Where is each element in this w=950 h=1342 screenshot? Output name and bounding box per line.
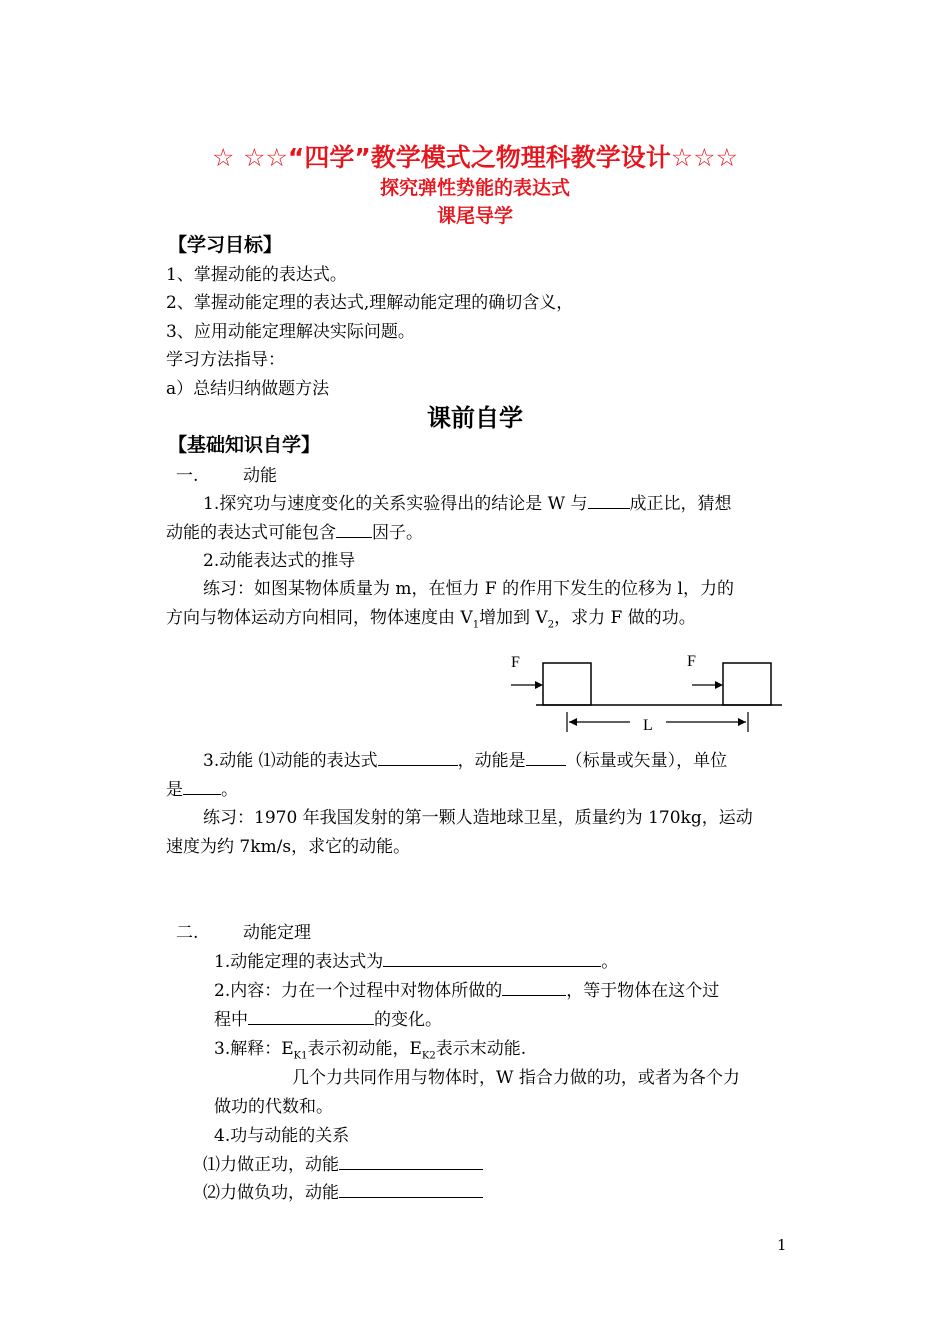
part2-q4-item1	[203, 1150, 483, 1175]
distance-arrowhead-left	[569, 718, 577, 726]
part2-q3-line1	[214, 1034, 526, 1061]
q3-text: 3.动能 ⑴动能的表达式	[203, 751, 378, 771]
method-label: 学习方法指导：	[166, 350, 285, 370]
part2-q3-line3: 做功的代数和。	[214, 1097, 333, 1117]
q-text: ⑵力做负功，动能	[203, 1183, 339, 1203]
answer-blank[interactable]	[378, 749, 458, 766]
q-text: 。	[601, 952, 619, 972]
q-text: 的变化。	[374, 1010, 442, 1030]
exercise2-line1: 练习：1970 年我国发射的第一颗人造地球卫星，质量约为 170kg，运动	[203, 808, 753, 828]
force-label-right: F	[687, 653, 696, 670]
part2-q2-line1	[214, 976, 719, 1001]
exercise2-line2: 速度为约 7km/s，求它的动能。	[166, 837, 411, 857]
answer-blank[interactable]	[383, 950, 601, 967]
exercise1-line2	[166, 603, 696, 630]
answer-blank[interactable]	[248, 1008, 374, 1025]
force-label-left: F	[511, 654, 520, 671]
q1-text-b: 成正比，猜想	[629, 494, 732, 514]
q3-text: 是	[166, 780, 183, 800]
q1-text-c: 动能的表达式可能包含	[166, 523, 336, 543]
distance-arrowhead-right	[738, 718, 746, 726]
q-text: 2.内容：力在一个过程中对物体所做的	[214, 981, 503, 1001]
q-text: 3.解释：E	[214, 1039, 294, 1059]
part2-q3-line2: 几个力共同作用与物体时，W 指合力做的功，或者为各个力	[292, 1068, 740, 1088]
page-number: 1	[777, 1236, 787, 1254]
part1-q1-line2	[166, 518, 423, 543]
q-text: 表示初动能，E	[307, 1039, 422, 1059]
q-text: ，等于物体在这个过	[566, 981, 720, 1001]
subscript: K1	[293, 1050, 308, 1062]
ex1-text: ，求力 F 做的功。	[554, 608, 696, 628]
q-text: ⑴力做正功，动能	[203, 1155, 339, 1175]
document-subtitle-2: 课尾导学	[436, 205, 513, 227]
answer-blank[interactable]	[526, 749, 566, 766]
block-right	[723, 663, 771, 705]
document-title: ☆ ☆☆“四学”教学模式之物理科教学设计☆☆☆	[211, 143, 739, 172]
part2-q2-line2	[214, 1005, 442, 1030]
answer-blank[interactable]	[339, 1153, 483, 1170]
document-subtitle: 探究弹性势能的表达式	[379, 177, 570, 199]
force-arrowhead-left	[535, 681, 543, 689]
answer-blank[interactable]	[336, 521, 372, 538]
part1-q2: 2.动能表达式的推导	[203, 551, 356, 571]
q3-text: （标量或矢量），单位	[565, 751, 728, 771]
basic-knowledge-heading: 【基础知识自学】	[168, 434, 321, 456]
part2-title: 动能定理	[243, 923, 311, 943]
part2-q4: 4.功与动能的关系	[214, 1126, 350, 1146]
q-text: 程中	[214, 1010, 248, 1030]
part1-title: 动能	[243, 466, 277, 486]
exercise1-line1: 练习：如图某物体质量为 m，在恒力 F 的作用下发生的位移为 l，力的	[203, 579, 734, 599]
block-left	[543, 663, 591, 705]
part1-q1-line1	[203, 489, 732, 514]
distance-label: L	[643, 717, 653, 734]
goal-item: 3、应用动能定理解决实际问题。	[166, 322, 415, 342]
ex1-text: 方向与物体运动方向相同，物体速度由 V	[166, 608, 473, 628]
goals-heading: 【学习目标】	[168, 234, 283, 256]
part2-q1	[214, 947, 618, 972]
q-text: 1.动能定理的表达式为	[214, 952, 384, 972]
part1-q3-line1	[203, 746, 727, 771]
q1-text-d: 因子。	[372, 523, 423, 543]
subscript: K2	[421, 1050, 436, 1062]
goal-item: 1、掌握动能的表达式。	[166, 265, 347, 285]
answer-blank[interactable]	[502, 979, 566, 996]
ex1-text: 增加到 V	[479, 608, 548, 628]
self-study-heading: 课前自学	[427, 404, 523, 432]
subscript: 2	[547, 619, 555, 631]
q3-text: 。	[221, 780, 238, 800]
q-text: 表示末动能.	[435, 1039, 527, 1059]
force-displacement-diagram	[500, 646, 790, 750]
answer-blank[interactable]	[339, 1181, 483, 1198]
method-item: a）总结归纳做题方法	[166, 379, 330, 399]
part2-label: 二.	[176, 923, 199, 943]
part1-q3-line2	[166, 775, 238, 800]
goal-item: 2、掌握动能定理的表达式,理解动能定理的确切含义，	[166, 293, 574, 313]
force-arrowhead-right	[715, 681, 723, 689]
diagram-svg	[500, 646, 790, 746]
answer-blank[interactable]	[183, 778, 221, 795]
q1-text-a: 1.探究功与速度变化的关系实验得出的结论是 W 与	[203, 494, 588, 514]
subscript: 1	[472, 619, 480, 631]
answer-blank[interactable]	[588, 492, 630, 509]
part2-q4-item2	[203, 1178, 483, 1203]
q3-text: ，动能是	[457, 751, 526, 771]
part1-label: 一.	[176, 466, 199, 486]
